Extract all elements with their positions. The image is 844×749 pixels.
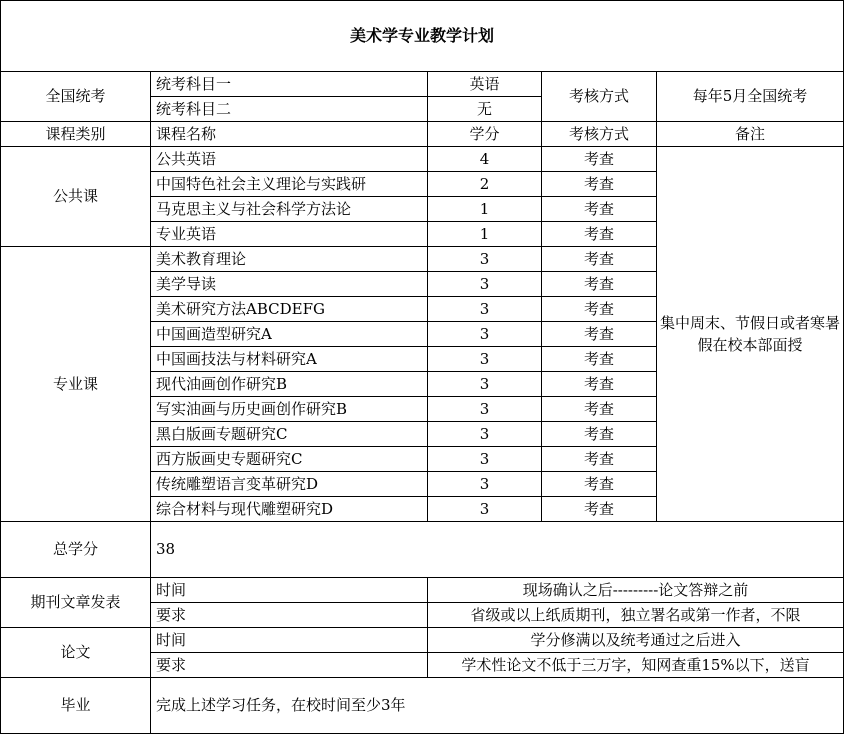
course-method: 考查: [542, 322, 657, 347]
course-method: 考查: [542, 397, 657, 422]
graduation-value: 完成上述学习任务，在校时间至少3年: [151, 678, 844, 734]
course-method: 考查: [542, 272, 657, 297]
course-method: 考查: [542, 247, 657, 272]
course-name: 马克思主义与社会科学方法论: [151, 197, 428, 222]
table-row: [1, 147, 844, 172]
course-credits: 4: [428, 147, 542, 172]
course-credits: 3: [428, 272, 542, 297]
course-name: 现代油画创作研究B: [151, 372, 428, 397]
page-title: 美术学专业教学计划: [1, 1, 844, 72]
course-name: 中国特色社会主义理论与实践研: [151, 172, 428, 197]
publication-time-value: 现场确认之后---------论文答辩之前: [428, 578, 844, 603]
exam-subject1-label: 统考科目一: [151, 72, 428, 97]
course-credits: 1: [428, 222, 542, 247]
course-method: 考查: [542, 422, 657, 447]
course-credits: 3: [428, 472, 542, 497]
course-name: 专业英语: [151, 222, 428, 247]
course-credits: 3: [428, 422, 542, 447]
thesis-label: 论文: [1, 628, 151, 678]
exam-subject2-value: 无: [428, 97, 542, 122]
notes-cell: 集中周末、节假日或者寒暑假在校本部面授: [657, 147, 844, 522]
publication-time-label: 时间: [151, 578, 428, 603]
course-name: 中国画造型研究A: [151, 322, 428, 347]
exam-subject1-value: 英语: [428, 72, 542, 97]
course-method: 考查: [542, 172, 657, 197]
course-credits: 3: [428, 372, 542, 397]
category-major: 专业课: [1, 247, 151, 522]
course-name: 美学导读: [151, 272, 428, 297]
category-public: 公共课: [1, 147, 151, 247]
header-credits: 学分: [428, 122, 542, 147]
course-method: 考查: [542, 347, 657, 372]
course-name: 写实油画与历史画创作研究B: [151, 397, 428, 422]
header-category: 课程类别: [1, 122, 151, 147]
publication-label: 期刊文章发表: [1, 578, 151, 628]
exam-method-value: 每年5月全国统考: [657, 72, 844, 122]
course-credits: 3: [428, 397, 542, 422]
thesis-req-label: 要求: [151, 653, 428, 678]
header-method: 考核方式: [542, 122, 657, 147]
graduation-label: 毕业: [1, 678, 151, 734]
course-name: 传统雕塑语言变革研究D: [151, 472, 428, 497]
course-credits: 3: [428, 497, 542, 522]
course-method: 考查: [542, 447, 657, 472]
course-credits: 3: [428, 347, 542, 372]
thesis-time-label: 时间: [151, 628, 428, 653]
header-row: [1, 122, 844, 147]
course-name: 美术教育理论: [151, 247, 428, 272]
publication-req-value: 省级或以上纸质期刊，独立署名或第一作者，不限: [428, 603, 844, 628]
course-method: 考查: [542, 222, 657, 247]
course-method: 考查: [542, 297, 657, 322]
course-method: 考查: [542, 372, 657, 397]
course-name: 中国画技法与材料研究A: [151, 347, 428, 372]
exam-method-label: 考核方式: [542, 72, 657, 122]
total-credits-value: 38: [151, 522, 844, 578]
header-course-name: 课程名称: [151, 122, 428, 147]
course-name: 公共英语: [151, 147, 428, 172]
course-name: 美术研究方法ABCDEFG: [151, 297, 428, 322]
national-exam-label: 全国统考: [1, 72, 151, 122]
total-credits-label: 总学分: [1, 522, 151, 578]
course-credits: 2: [428, 172, 542, 197]
course-credits: 3: [428, 247, 542, 272]
thesis-req-value: 学术性论文不低于三万字，知网查重15%以下，送盲: [428, 653, 844, 678]
course-credits: 3: [428, 297, 542, 322]
course-name: 西方版画史专题研究C: [151, 447, 428, 472]
course-method: 考查: [542, 197, 657, 222]
course-credits: 3: [428, 447, 542, 472]
thesis-time-value: 学分修满以及统考通过之后进入: [428, 628, 844, 653]
exam-subject2-label: 统考科目二: [151, 97, 428, 122]
publication-req-label: 要求: [151, 603, 428, 628]
course-name: 综合材料与现代雕塑研究D: [151, 497, 428, 522]
course-method: 考查: [542, 147, 657, 172]
course-name: 黑白版画专题研究C: [151, 422, 428, 447]
header-notes: 备注: [657, 122, 844, 147]
course-method: 考查: [542, 472, 657, 497]
course-credits: 1: [428, 197, 542, 222]
course-credits: 3: [428, 322, 542, 347]
course-method: 考查: [542, 497, 657, 522]
